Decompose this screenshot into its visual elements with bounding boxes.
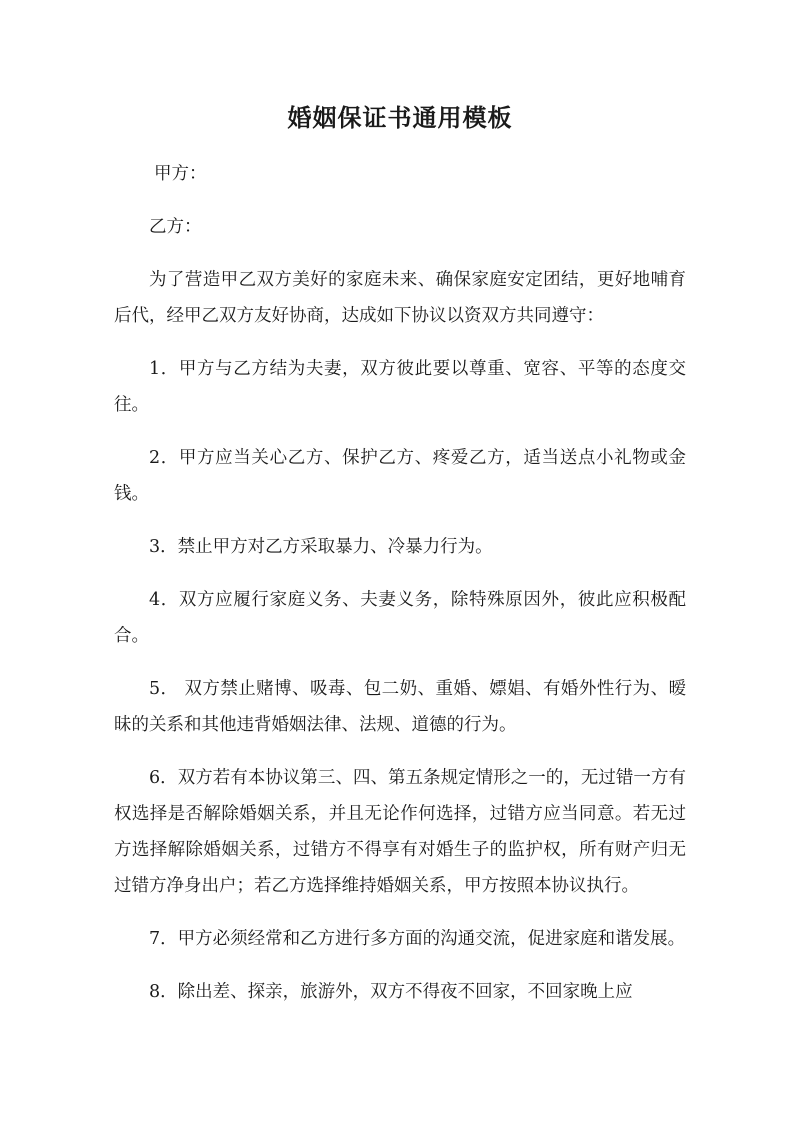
clause-7: 7．甲方必须经常和乙方进行多方面的沟通交流，促进家庭和谐发展。 — [149, 929, 686, 949]
clause-8: 8．除出差、探亲，旅游外，双方不得夜不回家，不回家晚上应 — [149, 982, 633, 1002]
preamble-paragraph: 为了营造甲乙双方美好的家庭未来、确保家庭安定团结，更好地哺育后代，经甲乙双方友好协商，达成如下协议以资双方共同遵守： — [114, 270, 686, 326]
clause-4: 4．双方应履行家庭义务、夫妻义务，除特殊原因外，彼此应积极配合。 — [114, 590, 686, 646]
party-b-label: 乙方： — [149, 217, 202, 237]
clause-5: 5． 双方禁止赌博、吸毒、包二奶、重婚、嫖娼、有婚外性行为、暧昧的关系和其他违背婚姻法律、法规、道德的行为。 — [114, 679, 686, 735]
clause-2: 2．甲方应当关心乙方、保护乙方、疼爱乙方，适当送点小礼物或金钱。 — [114, 448, 686, 504]
document-title: 婚姻保证书通用模板 — [287, 103, 513, 132]
document-body — [114, 156, 686, 1027]
clause-6: 6．双方若有本协议第三、四、第五条规定情形之一的，无过错一方有权选择是否解除婚姻关系，并且无论作何选择，过错方应当同意。若无过方选择解除婚姻关系，过错方不得享有对婚生子的监护权，所有财产归无过错方净身出户；若乙方选择维持婚姻关系，甲方按照本协议执行。 — [114, 768, 686, 896]
clause-1: 1．甲方与乙方结为夫妻，双方彼此要以尊重、宽容、平等的态度交往。 — [114, 359, 686, 415]
clause-3: 3．禁止甲方对乙方采取暴力、冷暴力行为。 — [149, 537, 493, 557]
party-a-label: 甲方： — [154, 164, 207, 184]
